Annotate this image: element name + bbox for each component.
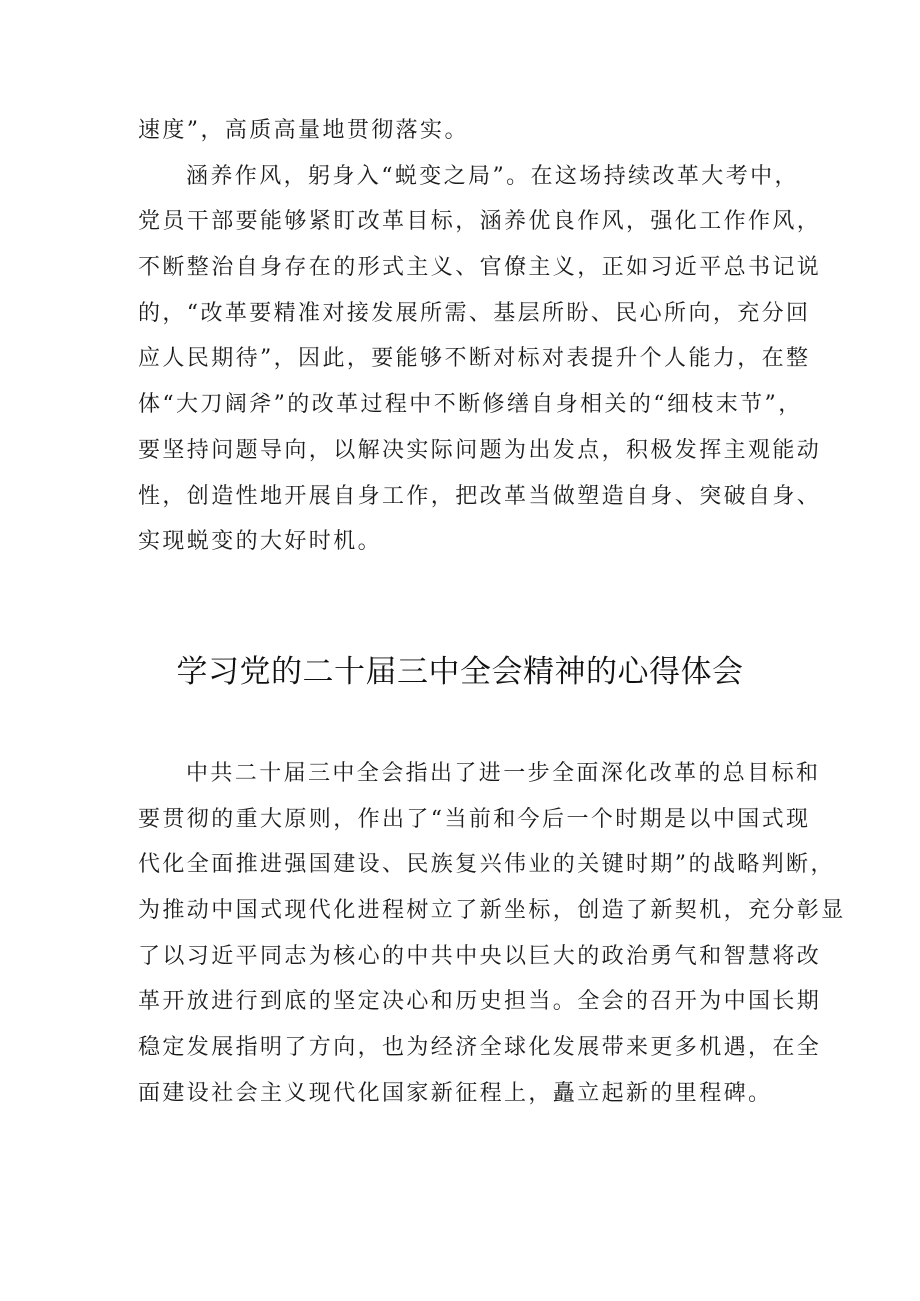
paragraph-intro-line: 革开放进行到底的坚定决心和历史担当。全会的召开为中国长期: [138, 989, 822, 1015]
paragraph-transform-line: 党员干部要能够紧盯改革目标，涵养优良作风，强化工作作风，: [138, 209, 822, 235]
paragraph-transform-line: 涵养作风，躬身入“蜕变之局”。在这场持续改革大考中，: [186, 163, 799, 189]
paragraph-transform-line: 要坚持问题导向，以解决实际问题为出发点，积极发挥主观能动: [138, 437, 822, 463]
paragraph-intro-line: 稳定发展指明了方向，也为经济全球化发展带来更多机遇，在全: [138, 1035, 822, 1061]
paragraph-transform-line: 体“大刀阔斧”的改革过程中不断修缮自身相关的“细枝末节”，: [138, 392, 803, 418]
paragraph-intro-line: 面建设社会主义现代化国家新征程上，矗立起新的里程碑。: [138, 1080, 773, 1106]
paragraph-intro-line: 了以习近平同志为核心的中共中央以巨大的政治勇气和智慧将改: [138, 943, 822, 969]
paragraph-transform-line: 的，“改革要精准对接发展所需、基层所盼、民心所向，充分回: [138, 300, 811, 326]
paragraph-intro-line: 代化全面推进强国建设、民族复兴伟业的关键时期”的战略判断，: [138, 852, 835, 878]
paragraph-transform-line: 应人民期待”，因此，要能够不断对标对表提升个人能力，在整: [138, 346, 811, 372]
paragraph-transform-line: 不断整治自身存在的形式主义、官僚主义，正如习近平总书记说: [138, 255, 822, 281]
document-heading: 学习党的二十届三中全会精神的心得体会: [176, 654, 744, 690]
paragraph-intro-line: 为推动中国式现代化进程树立了新坐标，创造了新契机，充分彰显: [138, 898, 846, 924]
paragraph-transform-line: 性，创造性地开展自身工作，把改革当做塑造自身、突破自身、: [138, 483, 822, 509]
paragraph-transform-line: 实现蜕变的大好时机。: [138, 529, 383, 555]
paragraph-intro-line: 要贯彻的重大原则，作出了“当前和今后一个时期是以中国式现: [138, 806, 811, 832]
body-text-section-1: [138, 108, 822, 565]
paragraph-continued-line: 速度”，高质高量地贯彻落实。: [138, 118, 469, 143]
body-text-section-2: [138, 751, 846, 1117]
paragraph-intro-line: 中共二十届三中全会指出了进一步全面深化改革的总目标和: [186, 761, 821, 786]
